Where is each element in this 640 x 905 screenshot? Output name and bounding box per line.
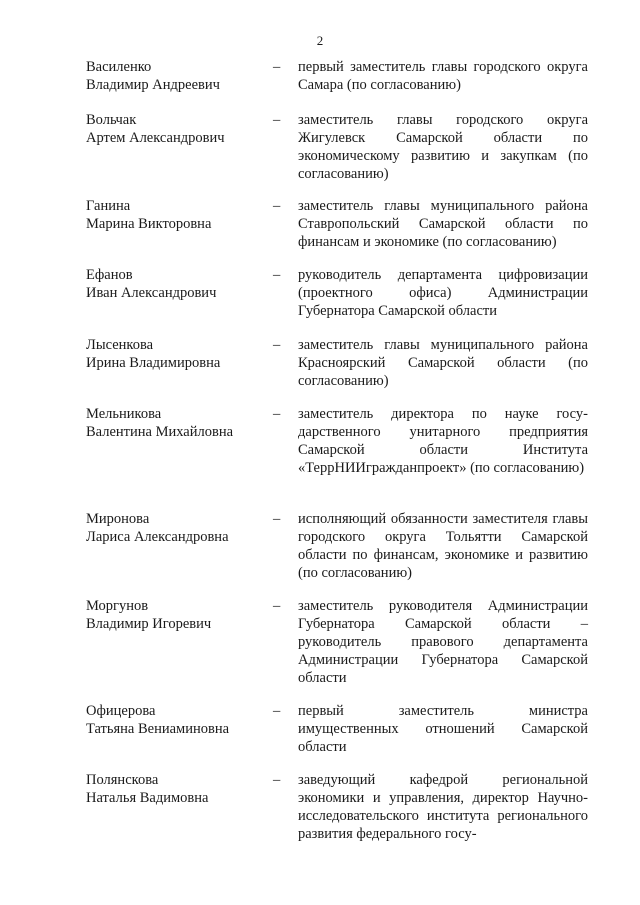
position-description: заместитель директора по науке государственного унитарного предприятия Самарской области Института «ТеррНИИгражданпроект» (по согласованию) [298,406,588,476]
list-item [86,405,591,495]
surname: Ганина [86,198,131,214]
position-description: заместитель главы городского округа Жигулевск Самарской области по экономическому развитию и закупкам (по согласованию) [298,112,588,182]
dash-separator: – [273,198,281,214]
dash-separator: – [273,267,281,283]
dash-separator: – [273,406,281,422]
given-names: Ирина Владимировна [86,355,221,371]
given-names: Владимир Игоревич [86,616,212,632]
given-names: Татьяна Вениаминовна [86,721,230,737]
surname: Вольчак [86,112,137,128]
page-number: 2 [316,33,324,48]
position-description: заместитель главы муниципального района Ставропольский Самарской области по финансам и экономике (по согласованию) [298,198,588,250]
person-name [86,336,271,372]
dash-separator: – [273,112,281,128]
surname: Мельникова [86,406,162,422]
position-description: руководитель департамента цифровизации (проектного офиса) Администрации Губернатора Самарской области [298,267,588,319]
person-name [86,510,271,546]
surname: Василенко [86,59,152,75]
position-description: первый заместитель министра имущественных отношений Самарской области [298,703,588,755]
dash-separator: – [273,337,281,353]
position-description: исполняющий обязанности заместителя главы городского округа Тольятти Самарской области по финансам, экономике и развитию (по согласованию) [298,511,588,581]
surname: Полянскова [86,772,159,788]
given-names: Артем Александрович [86,130,225,146]
given-names: Валентина Михайловна [86,424,234,440]
given-names: Лариса Александровна [86,529,229,545]
person-name [86,702,271,738]
position-description: заместитель главы муниципального района Красноярский Самарской области (по согласованию) [298,337,588,389]
dash-separator: – [273,59,281,75]
person-name [86,405,271,441]
surname: Миронова [86,511,150,527]
surname: Лысенкова [86,337,154,353]
given-names: Марина Викторовна [86,216,212,232]
given-names: Владимир Андреевич [86,77,220,93]
list-item [86,597,591,687]
person-name [86,597,271,633]
list-item [86,510,591,600]
position-description: первый заместитель главы городского округа Самара (по согласованию) [298,59,588,93]
person-name [86,111,271,147]
position-description: заведующий кафедрой региональной экономики и управления, директор Научно-исследовательского института регионального развития федерального госу- [298,772,588,842]
list-item [86,771,591,861]
surname: Ефанов [86,267,133,283]
list-item [86,111,591,201]
person-name [86,266,271,302]
dash-separator: – [273,598,281,614]
position-description: заместитель руководителя Администрации Губернатора Самарской области – руководитель правового департамента Администрации Губернатора Самарской области [298,598,588,686]
given-names: Иван Александрович [86,285,217,301]
surname: Офицерова [86,703,156,719]
given-names: Наталья Вадимовна [86,790,209,806]
person-name [86,771,271,807]
dash-separator: – [273,511,281,527]
person-name [86,58,271,94]
dash-separator: – [273,703,281,719]
person-name [86,197,271,233]
surname: Моргунов [86,598,149,614]
dash-separator: – [273,772,281,788]
